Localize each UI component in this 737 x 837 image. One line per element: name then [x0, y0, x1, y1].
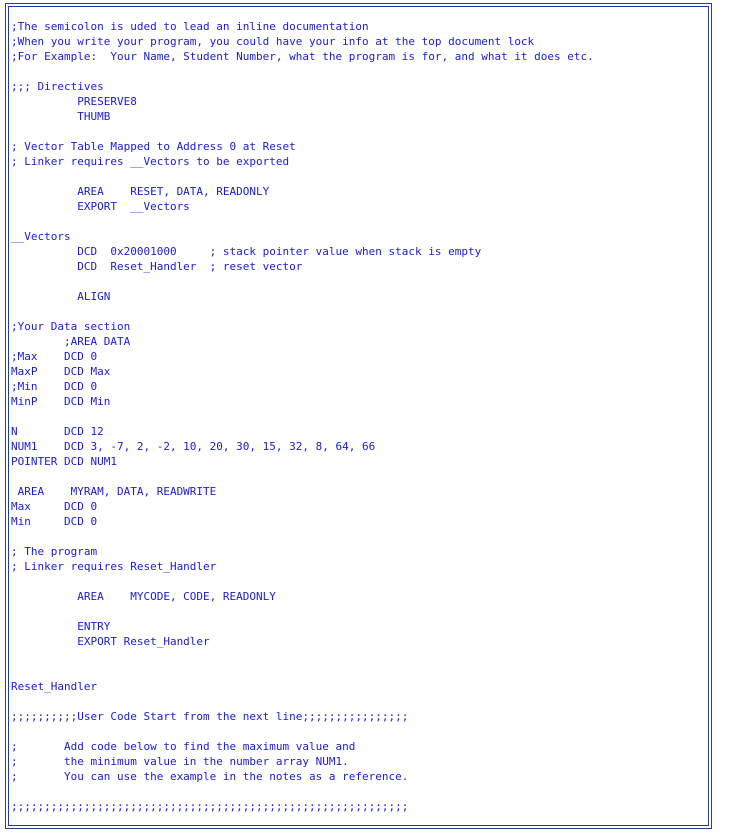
code-line[interactable] — [11, 214, 594, 229]
code-line[interactable] — [11, 304, 594, 319]
code-line[interactable]: POINTER DCD NUM1 — [11, 455, 117, 468]
code-line[interactable]: AREA MYRAM, DATA, READWRITE — [11, 485, 217, 498]
code-line[interactable] — [11, 64, 594, 79]
code-line[interactable]: ;AREA DATA — [11, 335, 131, 348]
code-line[interactable]: MinP DCD Min — [11, 395, 111, 408]
code-line[interactable]: ;;;;;;;;;;User Code Start from the next line;;;;;;;;;;;;;;;; — [11, 710, 409, 723]
code-line[interactable]: ;For Example: Your Name, Student Number, what the program is for, and what it does etc. — [11, 50, 594, 63]
code-line[interactable] — [11, 604, 594, 619]
code-line[interactable] — [11, 469, 594, 484]
code-line[interactable]: ;;;;;;;;;;;;;;;;;;;;;;;;;;;;;;;;;;;;;;;;;;;;;;;;;;;;;;;;;;;; — [11, 800, 409, 813]
code-line[interactable]: Min DCD 0 — [11, 515, 98, 528]
code-line[interactable] — [11, 664, 594, 679]
code-line[interactable] — [11, 724, 594, 739]
code-line[interactable]: ;Max DCD 0 — [11, 350, 98, 363]
code-line[interactable]: ;Your Data section — [11, 320, 131, 333]
code-line[interactable]: THUMB — [11, 110, 111, 123]
code-line[interactable]: ; Vector Table Mapped to Address 0 at Reset — [11, 140, 296, 153]
code-line[interactable]: ;;; Directives — [11, 80, 104, 93]
code-line[interactable]: ;Min DCD 0 — [11, 380, 98, 393]
code-line[interactable]: ; Linker requires __Vectors to be exported — [11, 155, 290, 168]
code-line[interactable]: DCD 0x20001000 ; stack pointer value when stack is empty — [11, 245, 482, 258]
code-line[interactable]: ;When you write your program, you could have your info at the top document lock — [11, 35, 535, 48]
code-line[interactable]: ; Add code below to find the maximum value and — [11, 740, 356, 753]
code-line[interactable]: __Vectors — [11, 230, 71, 243]
code-line[interactable]: ;The semicolon is uded to lead an inline documentation — [11, 20, 369, 33]
code-line[interactable] — [11, 784, 594, 799]
code-line[interactable]: AREA MYCODE, CODE, READONLY — [11, 590, 276, 603]
code-line[interactable]: ; The program — [11, 545, 98, 558]
code-line[interactable] — [11, 529, 594, 544]
code-line[interactable]: ; the minimum value in the number array NUM1. — [11, 755, 349, 768]
code-line[interactable]: ALIGN — [11, 290, 111, 303]
code-line[interactable]: ENTRY — [11, 620, 111, 633]
code-line[interactable] — [11, 694, 594, 709]
code-line[interactable] — [11, 124, 594, 139]
code-line[interactable]: N DCD 12 — [11, 425, 104, 438]
code-editor[interactable] — [11, 19, 594, 814]
code-line[interactable]: Reset_Handler — [11, 680, 98, 693]
code-line[interactable]: EXPORT Reset_Handler — [11, 635, 210, 648]
code-line[interactable]: Max DCD 0 — [11, 500, 98, 513]
code-line[interactable] — [11, 169, 594, 184]
code-line[interactable]: NUM1 DCD 3, -7, 2, -2, 10, 20, 30, 15, 32, 8, 64, 66 — [11, 440, 376, 453]
code-line[interactable] — [11, 274, 594, 289]
code-line[interactable] — [11, 409, 594, 424]
code-line[interactable]: PRESERVE8 — [11, 95, 137, 108]
code-line[interactable]: EXPORT __Vectors — [11, 200, 190, 213]
code-line[interactable] — [11, 649, 594, 664]
code-line[interactable]: AREA RESET, DATA, READONLY — [11, 185, 270, 198]
code-line[interactable]: ; You can use the example in the notes as a reference. — [11, 770, 409, 783]
code-line[interactable]: DCD Reset_Handler ; reset vector — [11, 260, 303, 273]
code-line[interactable]: MaxP DCD Max — [11, 365, 111, 378]
code-line[interactable] — [11, 574, 594, 589]
code-line[interactable]: ; Linker requires Reset_Handler — [11, 560, 217, 573]
